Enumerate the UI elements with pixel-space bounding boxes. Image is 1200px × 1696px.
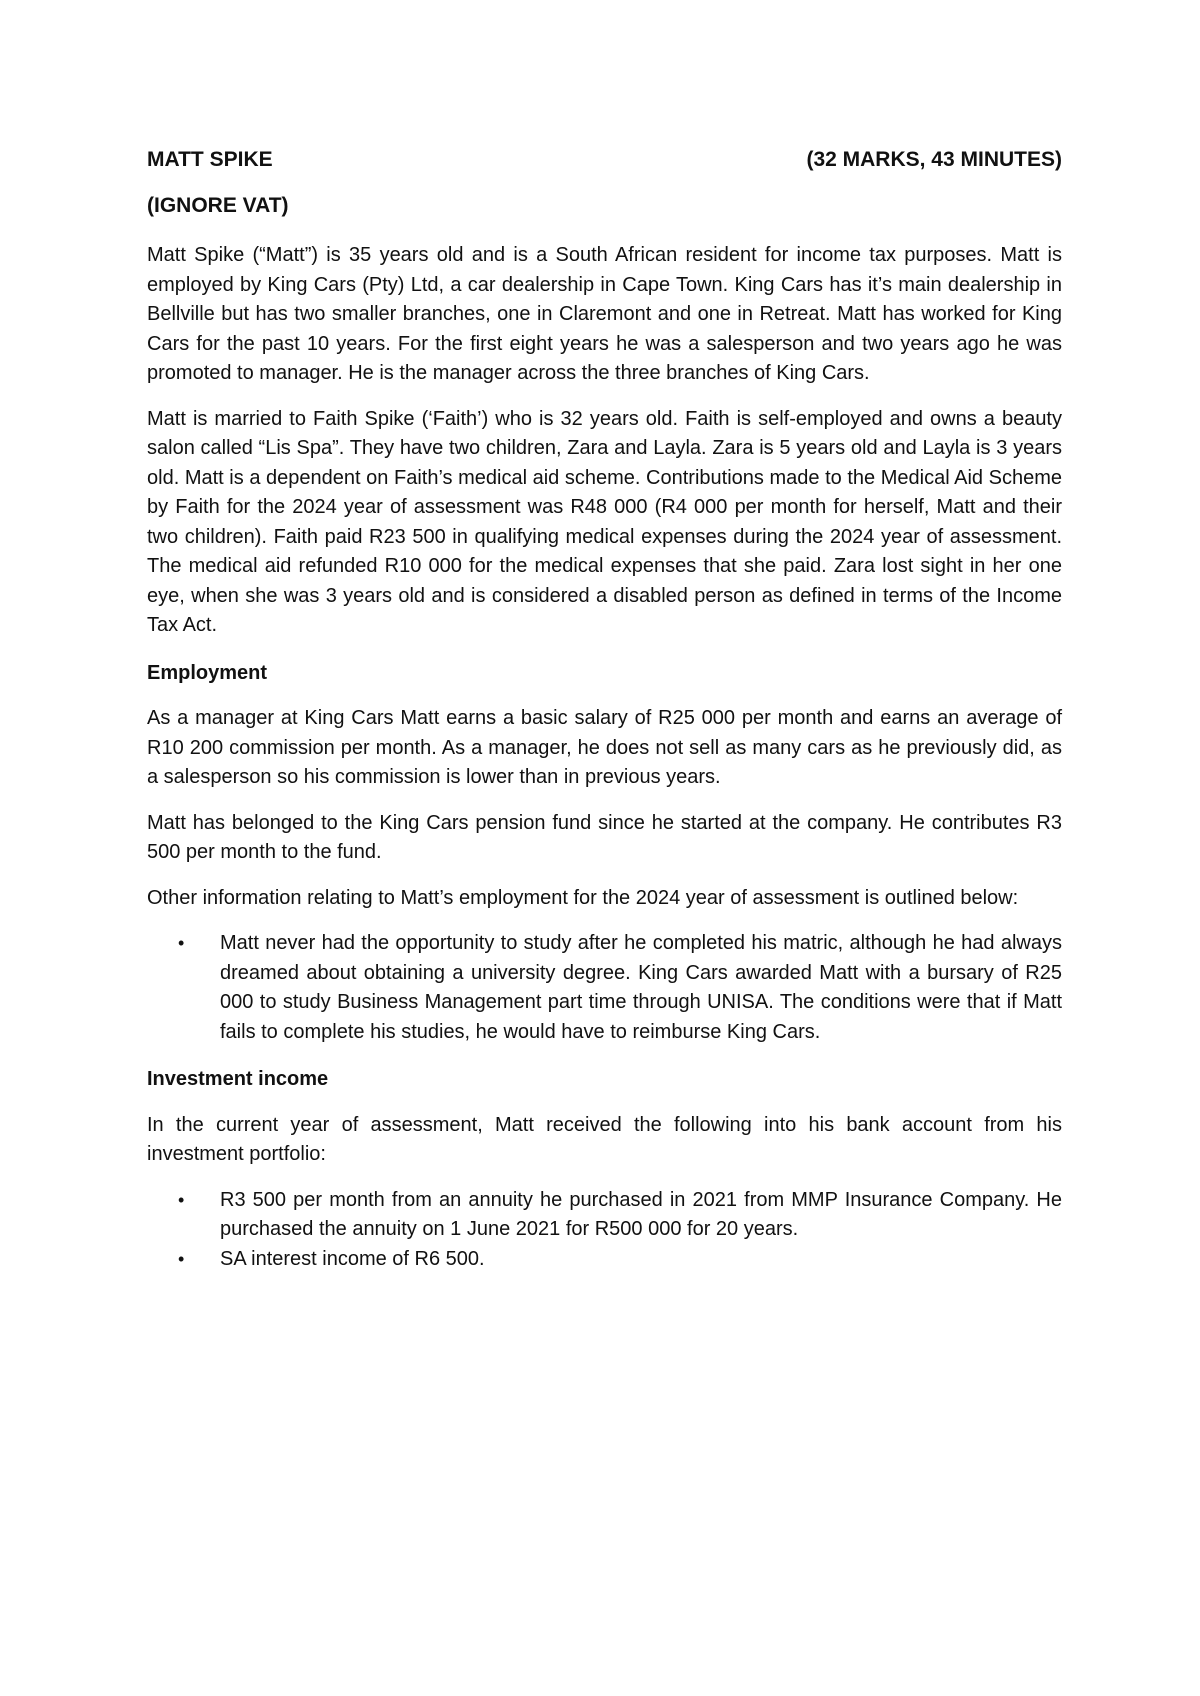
ignore-vat-note: (IGNORE VAT) bbox=[147, 194, 289, 217]
list-item bbox=[178, 929, 1062, 1047]
employment-paragraph-3: Other information relating to Matt’s employment for the 2024 year of assessment is outlined below: bbox=[147, 886, 1019, 909]
employment-paragraph-1: As a manager at King Cars Matt earns a basic salary of R25 000 per month and earns an average of R10 200 commission per month. As a manager, he does not sell as many cars as he previously did, as a salesperson so his commission is lower than in previous years. bbox=[147, 707, 1062, 788]
investment-heading: Investment income bbox=[147, 1068, 329, 1090]
list-item-text: R3 500 per month from an annuity he purchased in 2021 from MMP Insurance Company. He purchased the annuity on 1 June 2021 for R500 000 for 20 years. bbox=[220, 1188, 1062, 1240]
bullet-icon: • bbox=[178, 1248, 185, 1269]
intro-paragraph-1: Matt Spike (“Matt”) is 35 years old and is a South African resident for income tax purposes. Matt is employed by King Cars (Pty) Ltd, a car dealership in Cape Town. King Cars has it’s main dealership in Bellville but has two smaller branches, one in Claremont and one in Retreat. Matt has worked for King Cars for the past 10 years. For the first eight years he was a salesperson and two years ago he was promoted to manager. He is the manager across the three branches of King Cars. bbox=[147, 244, 1062, 384]
bullet-icon: • bbox=[178, 1189, 185, 1210]
employment-heading: Employment bbox=[147, 661, 268, 684]
marks-info: (32 MARKS, 43 MINUTES) bbox=[806, 148, 1062, 171]
investment-paragraph-1: In the current year of assessment, Matt received the following into his bank account from his investment portfolio: bbox=[147, 1113, 1062, 1165]
heading-row bbox=[147, 145, 1062, 175]
employment-bullet-list bbox=[147, 929, 1062, 1047]
intro-paragraph-2: Matt is married to Faith Spike (‘Faith’) who is 32 years old. Faith is self-employed and owns a beauty salon called “Lis Spa”. They have two children, Zara and Layla. Zara is 5 years old and Layla is 3 years old. Matt is a dependent on Faith’s medical aid scheme. Contributions made to the Medical Aid Scheme by Faith for the 2024 year of assessment was R48 000 (R4 000 per month for herself, Matt and their two children). Faith paid R23 500 in qualifying medical expenses during the 2024 year of assessment. The medical aid refunded R10 000 for the medical expenses that she paid. Zara lost sight in her one eye, when she was 3 years old and is considered a disabled person as defined in terms of the Income Tax Act. bbox=[147, 407, 1062, 636]
list-item bbox=[178, 1186, 1062, 1245]
employment-paragraph-2: Matt has belonged to the King Cars pension fund since he started at the company. He contributes R3 500 per month to the fund. bbox=[147, 811, 1062, 863]
document-page bbox=[147, 145, 1062, 1274]
case-title: MATT SPIKE bbox=[147, 148, 273, 171]
list-item-text: Matt never had the opportunity to study after he completed his matric, although he had always dreamed about obtaining a university degree. King Cars awarded Matt with a bursary of R25 000 to study Business Management part time through UNISA. The conditions were that if Matt fails to complete his studies, he would have to reimburse King Cars. bbox=[220, 932, 1062, 1043]
list-item bbox=[178, 1245, 1062, 1275]
bullet-icon: • bbox=[178, 933, 185, 953]
list-item-text: SA interest income of R6 500. bbox=[220, 1247, 485, 1270]
investment-bullet-list bbox=[147, 1186, 1062, 1275]
